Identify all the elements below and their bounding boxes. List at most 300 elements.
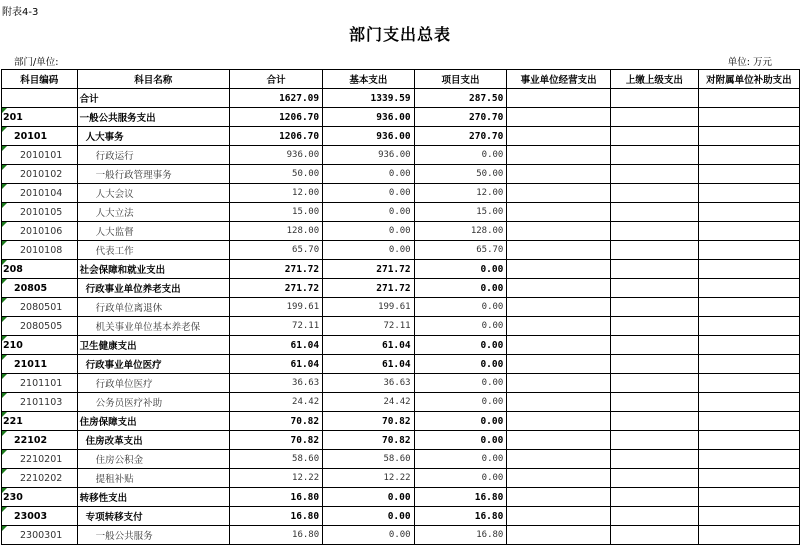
cell-marker-icon [2, 374, 7, 379]
subsidy-cell [698, 146, 799, 165]
basic-cell-text: 61.04 [381, 358, 411, 370]
name-cell [77, 146, 229, 165]
total-cell [230, 260, 323, 279]
code-cell [2, 89, 78, 108]
subsidy-cell [698, 469, 799, 488]
total-cell [230, 241, 323, 260]
code-cell [2, 374, 78, 393]
header-subject-name: 科目名称 [77, 70, 229, 89]
project-cell [414, 260, 507, 279]
table-row [2, 507, 800, 526]
total-cell-text: 70.82 [290, 434, 320, 446]
project-cell [414, 526, 507, 545]
basic-cell [323, 355, 414, 374]
name-cell-text: 人大会议 [95, 189, 134, 200]
code-cell-text: 2300301 [20, 529, 63, 541]
total-cell-text: 12.22 [292, 473, 320, 483]
name-cell [77, 203, 229, 222]
project-cell-text: 50.00 [476, 169, 504, 179]
name-cell [77, 260, 229, 279]
subsidy-cell [698, 507, 799, 526]
table-row [2, 526, 800, 545]
project-cell-text: 16.80 [474, 491, 504, 503]
project-cell [414, 507, 507, 526]
basic-cell [323, 222, 414, 241]
name-cell [77, 336, 229, 355]
basic-cell [323, 279, 414, 298]
total-cell [230, 222, 323, 241]
code-cell [2, 469, 78, 488]
project-cell-text: 0.00 [481, 454, 504, 464]
remit-cell [610, 127, 698, 146]
code-cell [2, 488, 78, 507]
cell-marker-icon [2, 279, 7, 284]
basic-cell [323, 127, 414, 146]
total-cell [230, 146, 323, 165]
project-cell [414, 279, 507, 298]
table-row [2, 203, 800, 222]
total-cell [230, 431, 323, 450]
cell-marker-icon [2, 165, 7, 170]
table-row [2, 317, 800, 336]
basic-cell-text: 199.61 [378, 302, 411, 312]
name-cell [77, 450, 229, 469]
basic-cell [323, 374, 414, 393]
remit-cell [610, 374, 698, 393]
code-cell [2, 393, 78, 412]
project-cell [414, 488, 507, 507]
name-cell [77, 279, 229, 298]
operating-cell [507, 127, 611, 146]
total-cell-text: 271.72 [284, 263, 320, 275]
basic-cell [323, 336, 414, 355]
expenditure-table [1, 69, 800, 545]
total-cell [230, 355, 323, 374]
total-cell-text: 36.63 [292, 378, 320, 388]
basic-cell [323, 393, 414, 412]
cell-marker-icon [2, 355, 7, 360]
name-cell-text: 公务员医疗补助 [95, 398, 163, 409]
code-cell-text: 2010108 [20, 244, 63, 256]
operating-cell [507, 431, 611, 450]
header-subsidy: 对附属单位补助支出 [698, 70, 799, 89]
code-cell [2, 507, 78, 526]
cell-marker-icon [2, 317, 7, 322]
subsidy-cell [698, 431, 799, 450]
name-cell [77, 469, 229, 488]
basic-cell [323, 469, 414, 488]
table-row [2, 127, 800, 146]
total-cell [230, 450, 323, 469]
remit-cell [610, 393, 698, 412]
remit-cell [610, 222, 698, 241]
basic-cell-text: 936.00 [376, 111, 411, 123]
subsidy-cell [698, 260, 799, 279]
operating-cell [507, 412, 611, 431]
header-subject-code: 科目编码 [2, 70, 78, 89]
code-cell [2, 146, 78, 165]
project-cell-text: 0.00 [481, 473, 504, 483]
basic-cell [323, 317, 414, 336]
code-cell-text: 221 [3, 415, 23, 427]
subsidy-cell [698, 412, 799, 431]
basic-cell-text: 0.00 [388, 530, 411, 540]
code-cell [2, 279, 78, 298]
project-cell-text: 0.00 [480, 282, 504, 294]
name-cell-text: 一般公共服务 [95, 531, 153, 542]
code-cell-text: 2101103 [20, 396, 63, 408]
project-cell [414, 222, 507, 241]
code-cell-text: 20101 [14, 130, 48, 142]
total-cell [230, 279, 323, 298]
basic-cell [323, 165, 414, 184]
basic-cell [323, 526, 414, 545]
total-cell [230, 488, 323, 507]
project-cell [414, 89, 507, 108]
cell-marker-icon [2, 298, 7, 303]
basic-cell [323, 507, 414, 526]
basic-cell-text: 936.00 [378, 150, 411, 160]
total-cell [230, 374, 323, 393]
basic-cell-text: 0.00 [387, 510, 411, 522]
cell-marker-icon [2, 222, 7, 227]
basic-cell-text: 58.60 [383, 454, 411, 464]
basic-cell-text: 0.00 [387, 491, 411, 503]
code-cell-text: 208 [3, 263, 23, 275]
name-cell-text: 提租补贴 [95, 474, 134, 485]
project-cell [414, 336, 507, 355]
cell-marker-icon [2, 260, 7, 265]
basic-cell [323, 412, 414, 431]
total-cell [230, 469, 323, 488]
total-cell-text: 15.00 [292, 207, 320, 217]
table-row [2, 450, 800, 469]
table-row [2, 336, 800, 355]
remit-cell [610, 165, 698, 184]
code-cell-text: 20805 [14, 282, 48, 294]
project-cell [414, 203, 507, 222]
basic-cell [323, 260, 414, 279]
table-row [2, 165, 800, 184]
operating-cell [507, 146, 611, 165]
name-cell-text: 转移性支出 [79, 493, 128, 504]
project-cell [414, 317, 507, 336]
cell-marker-icon [2, 241, 7, 246]
project-cell [414, 355, 507, 374]
operating-cell [507, 203, 611, 222]
name-cell [77, 222, 229, 241]
header-basic: 基本支出 [323, 70, 414, 89]
basic-cell-text: 0.00 [388, 226, 411, 236]
basic-cell-text: 0.00 [388, 207, 411, 217]
code-cell-text: 2010104 [20, 187, 63, 199]
operating-cell [507, 165, 611, 184]
name-cell-text: 人大立法 [95, 208, 134, 219]
operating-cell [507, 279, 611, 298]
total-cell [230, 108, 323, 127]
remit-cell [610, 355, 698, 374]
remit-cell [610, 450, 698, 469]
project-cell-text: 15.00 [476, 207, 504, 217]
name-cell [77, 431, 229, 450]
subsidy-cell [698, 393, 799, 412]
total-cell-text: 70.82 [290, 415, 320, 427]
cell-marker-icon [2, 203, 7, 208]
name-cell [77, 488, 229, 507]
project-cell [414, 127, 507, 146]
table-row [2, 241, 800, 260]
subsidy-cell [698, 526, 799, 545]
total-cell-text: 16.80 [290, 491, 320, 503]
remit-cell [610, 298, 698, 317]
operating-cell [507, 184, 611, 203]
code-cell-text: 210 [3, 339, 23, 351]
total-cell [230, 184, 323, 203]
table-row [2, 298, 800, 317]
basic-cell [323, 89, 414, 108]
name-cell-text: 代表工作 [95, 246, 134, 257]
remit-cell [610, 89, 698, 108]
table-row [2, 279, 800, 298]
operating-cell [507, 298, 611, 317]
cell-marker-icon [2, 450, 7, 455]
remit-cell [610, 241, 698, 260]
cell-marker-icon [2, 526, 7, 531]
operating-cell [507, 108, 611, 127]
operating-cell [507, 488, 611, 507]
cell-marker-icon [2, 184, 7, 189]
code-cell-text: 23003 [14, 510, 48, 522]
name-cell [77, 108, 229, 127]
name-cell [77, 298, 229, 317]
subsidy-cell [698, 298, 799, 317]
remit-cell [610, 336, 698, 355]
total-cell-text: 24.42 [292, 397, 320, 407]
code-cell [2, 412, 78, 431]
code-cell [2, 108, 78, 127]
table-row [2, 89, 800, 108]
basic-cell [323, 146, 414, 165]
total-cell [230, 336, 323, 355]
table-row [2, 355, 800, 374]
basic-cell-text: 271.72 [376, 282, 411, 294]
remit-cell [610, 507, 698, 526]
name-cell [77, 526, 229, 545]
name-cell-text: 人大事务 [85, 132, 124, 143]
project-cell [414, 393, 507, 412]
cell-marker-icon [2, 336, 7, 341]
name-cell [77, 412, 229, 431]
total-cell-text: 58.60 [292, 454, 320, 464]
name-cell-text: 行政事业单位医疗 [85, 360, 162, 371]
name-cell-text: 住房改革支出 [85, 436, 143, 447]
remit-cell [610, 431, 698, 450]
header-project: 项目支出 [414, 70, 507, 89]
basic-cell-text: 61.04 [381, 339, 411, 351]
code-cell-text: 2210201 [20, 453, 63, 465]
project-cell [414, 374, 507, 393]
name-cell [77, 317, 229, 336]
cell-marker-icon [2, 146, 7, 151]
project-cell-text: 287.50 [469, 92, 504, 104]
remit-cell [610, 260, 698, 279]
name-cell-text: 行政事业单位养老支出 [85, 284, 181, 295]
operating-cell [507, 241, 611, 260]
code-cell-text: 2010101 [20, 149, 63, 161]
basic-cell-text: 0.00 [388, 245, 411, 255]
total-cell-text: 61.04 [290, 339, 320, 351]
code-cell-text: 2010106 [20, 225, 63, 237]
total-cell-text: 936.00 [286, 150, 320, 160]
code-cell [2, 336, 78, 355]
project-cell [414, 184, 507, 203]
cell-marker-icon [2, 393, 7, 398]
appendix-label: 附表4-3 [2, 7, 39, 18]
operating-cell [507, 260, 611, 279]
code-cell [2, 184, 78, 203]
code-cell [2, 222, 78, 241]
project-cell-text: 0.00 [481, 302, 504, 312]
project-cell-text: 270.70 [469, 111, 504, 123]
remit-cell [610, 469, 698, 488]
table-row [2, 108, 800, 127]
total-cell [230, 412, 323, 431]
code-cell [2, 317, 78, 336]
project-cell-text: 0.00 [480, 339, 504, 351]
operating-cell [507, 89, 611, 108]
basic-cell [323, 108, 414, 127]
project-cell-text: 16.80 [476, 530, 504, 540]
total-cell-text: 271.72 [284, 282, 320, 294]
name-cell-text: 行政运行 [95, 151, 134, 162]
total-cell-text: 16.80 [292, 530, 320, 540]
table-row [2, 374, 800, 393]
remit-cell [610, 108, 698, 127]
name-cell [77, 89, 229, 108]
basic-cell [323, 298, 414, 317]
total-cell-text: 72.11 [292, 321, 320, 331]
remit-cell [610, 488, 698, 507]
cell-marker-icon [2, 507, 7, 512]
basic-cell [323, 184, 414, 203]
name-cell [77, 374, 229, 393]
code-cell-text: 230 [3, 491, 23, 503]
name-cell-text: 机关事业单位基本养老保 [95, 322, 201, 333]
subsidy-cell [698, 127, 799, 146]
table-row [2, 393, 800, 412]
subsidy-cell [698, 203, 799, 222]
code-cell [2, 165, 78, 184]
project-cell [414, 146, 507, 165]
table-row [2, 412, 800, 431]
remit-cell [610, 526, 698, 545]
operating-cell [507, 469, 611, 488]
basic-cell-text: 70.82 [381, 415, 411, 427]
code-cell-text: 201 [3, 111, 23, 123]
total-cell-text: 199.61 [286, 302, 320, 312]
basic-cell [323, 450, 414, 469]
name-cell-text: 一般公共服务支出 [79, 113, 156, 124]
operating-cell [507, 317, 611, 336]
total-cell [230, 393, 323, 412]
code-cell [2, 241, 78, 260]
table-row [2, 431, 800, 450]
operating-cell [507, 393, 611, 412]
basic-cell-text: 72.11 [383, 321, 411, 331]
cell-marker-icon [2, 488, 7, 493]
operating-cell [507, 526, 611, 545]
basic-cell-text: 24.42 [383, 397, 411, 407]
table-row [2, 488, 800, 507]
project-cell-text: 65.70 [476, 245, 504, 255]
subsidy-cell [698, 488, 799, 507]
code-cell-text: 2080501 [20, 301, 63, 313]
subsidy-cell [698, 184, 799, 203]
subsidy-cell [698, 279, 799, 298]
code-cell [2, 260, 78, 279]
name-cell [77, 127, 229, 146]
project-cell [414, 469, 507, 488]
operating-cell [507, 507, 611, 526]
operating-cell [507, 336, 611, 355]
project-cell-text: 0.00 [481, 150, 504, 160]
total-cell [230, 127, 323, 146]
basic-cell-text: 1339.59 [370, 92, 411, 104]
cell-marker-icon [2, 469, 7, 474]
header-total: 合计 [230, 70, 323, 89]
name-cell-text: 人大监督 [95, 227, 134, 238]
total-cell-text: 16.80 [290, 510, 320, 522]
basic-cell [323, 241, 414, 260]
operating-cell [507, 450, 611, 469]
project-cell [414, 412, 507, 431]
name-cell-text: 行政单位医疗 [95, 379, 153, 390]
basic-cell [323, 488, 414, 507]
subsidy-cell [698, 222, 799, 241]
code-cell [2, 127, 78, 146]
basic-cell-text: 0.00 [388, 188, 411, 198]
project-cell [414, 450, 507, 469]
code-cell-text: 21011 [14, 358, 48, 370]
remit-cell [610, 412, 698, 431]
total-cell [230, 317, 323, 336]
cell-marker-icon [2, 108, 7, 113]
name-cell [77, 165, 229, 184]
total-cell [230, 165, 323, 184]
subsidy-cell [698, 450, 799, 469]
project-cell-text: 0.00 [480, 263, 504, 275]
code-cell-text: 22102 [14, 434, 48, 446]
table-row [2, 260, 800, 279]
department-label: 部门/单位: [14, 57, 59, 68]
page-title: 部门支出总表 [348, 25, 451, 44]
subsidy-cell [698, 374, 799, 393]
table-header-row [2, 70, 800, 89]
header-operating: 事业单位经营支出 [507, 70, 611, 89]
basic-cell-text: 271.72 [376, 263, 411, 275]
code-cell [2, 450, 78, 469]
operating-cell [507, 374, 611, 393]
code-cell-text: 2101101 [20, 377, 63, 389]
subsidy-cell [698, 355, 799, 374]
basic-cell [323, 431, 414, 450]
code-cell [2, 431, 78, 450]
name-cell-text: 住房公积金 [95, 455, 144, 466]
name-cell-text: 社会保障和就业支出 [79, 265, 166, 276]
subsidy-cell [698, 165, 799, 184]
code-cell-text: 2010105 [20, 206, 63, 218]
subsidy-cell [698, 108, 799, 127]
